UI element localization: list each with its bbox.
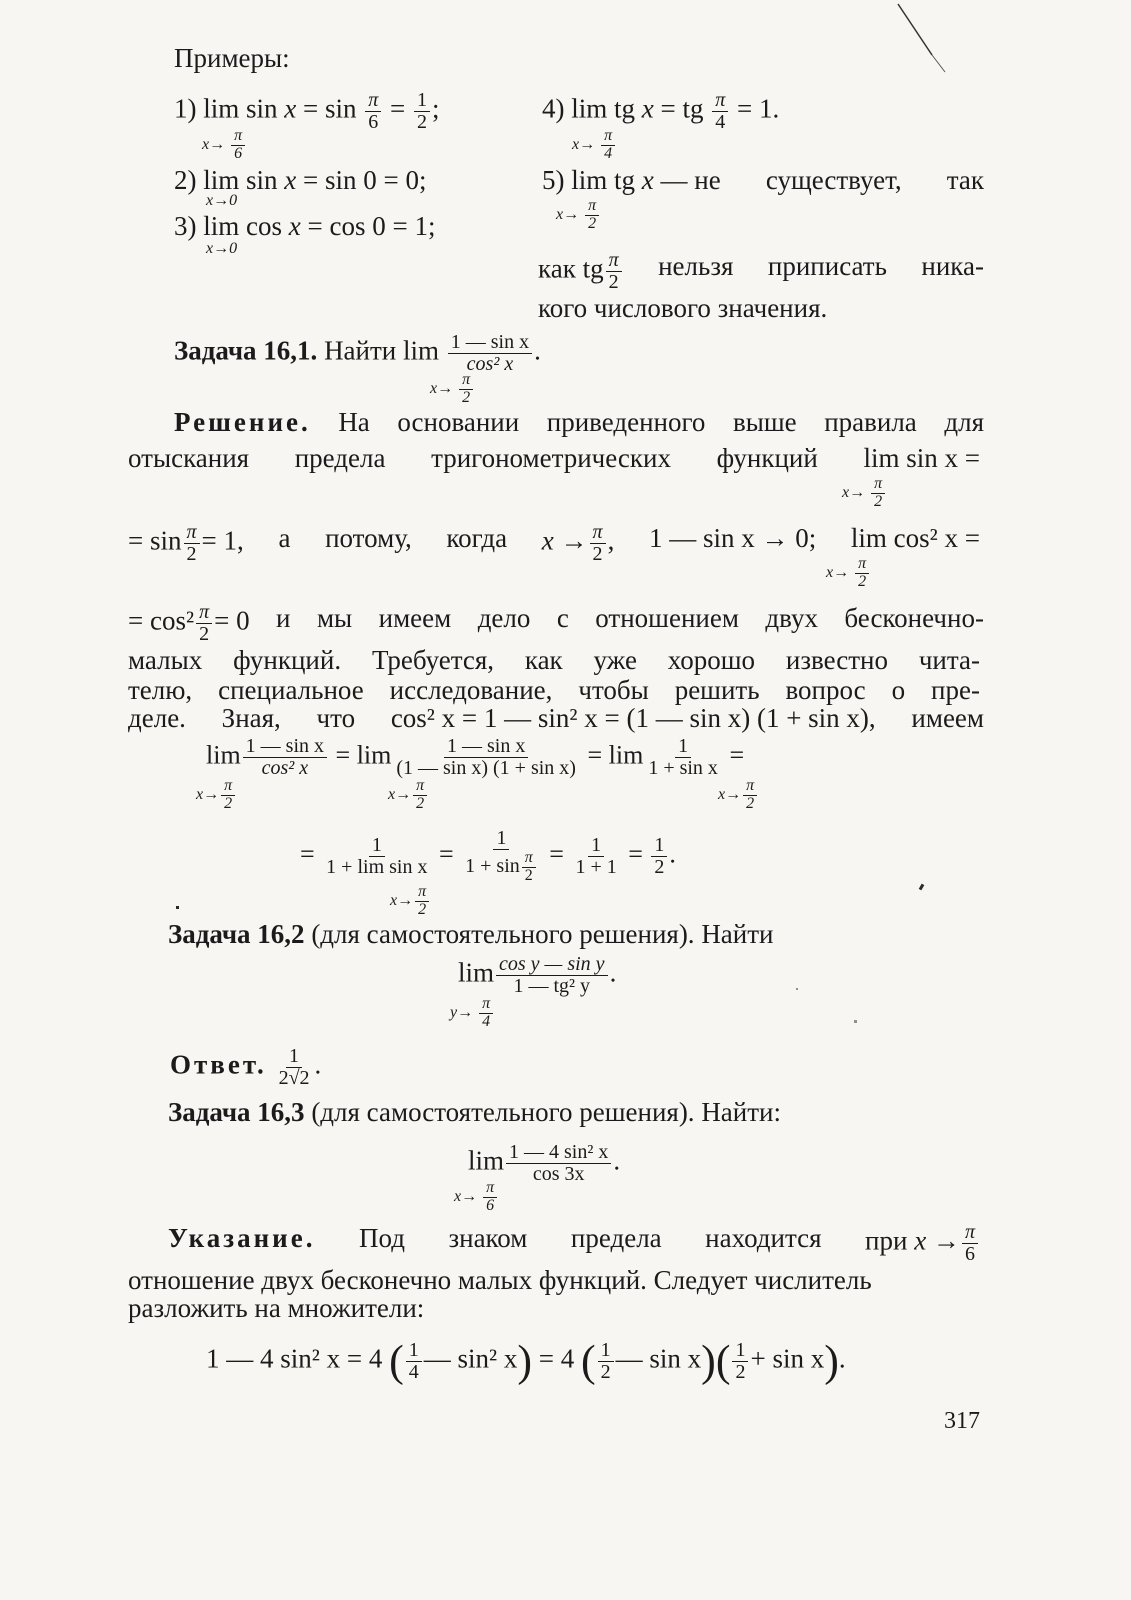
example-4-subscript: x→ $\frac{\pi}{4}$ <box>572 128 617 163</box>
solution-line-3-subscript: x→ $\frac{\pi}{2}$ <box>826 556 871 591</box>
print-speck <box>176 906 179 909</box>
example-3: 3) lim cos x = cos 0 = 1; <box>174 211 436 241</box>
answer-label: Ответ. <box>170 1049 267 1080</box>
print-speck <box>854 1020 857 1023</box>
corner-mark <box>890 0 960 80</box>
problem-2-formula: lim $\frac{\text{cos y — sin y}}{\text{1 — tg² y}}$ . <box>458 953 617 997</box>
hint-formula: 1 — 4 sin² x = 4 ( $\frac{1}{4}$ — sin² x) = 4 ( $\frac{1}{2}$ — sin x)( $\frac{1}{2}$ + sin x). <box>206 1336 846 1386</box>
solution-line-1: Решение. На основании приведенного выше правила для <box>174 407 984 437</box>
solution-line-4: = cos² $\frac{\pi}{2}$ = 0 и мы имеем дело с отношением двух бесконечно- <box>128 601 984 645</box>
solution-line-6: телю, специальное исследование, чтобы решить вопрос о пре- <box>128 675 980 705</box>
example-5-line-2: как tg $\frac{\pi}{2}$ нельзя приписать ника- <box>538 249 984 293</box>
solution-label: Решение. <box>174 407 311 437</box>
formula-1-subscript-1: x→ $\frac{\pi}{2}$ <box>196 778 237 813</box>
print-speck <box>919 884 925 891</box>
solution-line-2: отыскания предела тригонометрических функций lim sin x = <box>128 443 980 473</box>
solution-line-5: малых функций. Требуется, как уже хорошо известно чита- <box>128 645 980 675</box>
example-5: 5) lim tg x — не существует, так <box>542 165 984 195</box>
page-number: 317 <box>944 1408 980 1434</box>
problem-3-formula: lim $\frac{\text{1 — 4 sin² x}}{\cos 3x}$ . <box>468 1141 621 1185</box>
problem-3: Задача 16,3 (для самостоятельного решения). Найти: <box>168 1097 781 1127</box>
problem-3-subscript: x→ $\frac{\pi}{6}$ <box>454 1180 499 1215</box>
example-1-subscript: x→ $\frac{\pi}{6}$ <box>202 128 247 163</box>
problem-2-label: Задача 16,2 <box>168 919 305 949</box>
problem-1: Задача 16,1. Найти lim $\frac{\text{1 — sin x}}{\text{cos² x}}$ . <box>174 331 541 375</box>
problem-3-label: Задача 16,3 <box>168 1097 305 1127</box>
example-1: 1) lim sin x = sin $\frac{\pi}{6}$ = $\frac{1}{2}$ ; <box>174 89 440 133</box>
solution-formula-1: lim $\frac{\text{1 — sin x}}{\text{cos² x}}$ = lim $\frac{\text{1 — sin x}}{\text{(1 — sin x) (1 + sin x)}}$ = lim $\frac{1}{\text{1 + sin x}}$ = <box>206 735 745 779</box>
hint-label: Указание. <box>168 1223 316 1253</box>
example-4: 4) lim tg x = tg $\frac{\pi}{4}$ = 1. <box>542 89 780 133</box>
problem-2-subscript: y→ $\frac{\pi}{4}$ <box>450 996 495 1031</box>
print-speck <box>796 988 798 990</box>
solution-line-3: = sin $\frac{\pi}{2}$ = 1, а потому, когда x → $\frac{\pi}{2}$ , 1 — sin x → 0; lim cos² x = <box>128 521 980 565</box>
problem-1-label: Задача 16,1. <box>174 335 318 366</box>
example-5-line-3: кого числового значения. <box>538 293 828 323</box>
answer: Ответ. $\frac{1}{2√2}$ . <box>170 1045 322 1089</box>
problem-2: Задача 16,2 (для самостоятельного решения). Найти <box>168 919 774 949</box>
hint-line-3: разложить на множители: <box>128 1293 425 1323</box>
example-5-subscript: x→ $\frac{\pi}{2}$ <box>556 198 601 233</box>
formula-2-subscript: x→ $\frac{\pi}{2}$ <box>390 884 431 919</box>
example-2-subscript: x→0 <box>206 192 238 209</box>
example-3-subscript: x→0 <box>206 240 238 257</box>
problem-1-subscript: x→ $\frac{\pi}{2}$ <box>430 372 475 407</box>
examples-heading: Примеры: <box>174 43 290 73</box>
formula-1-subscript-2: x→ $\frac{\pi}{2}$ <box>388 778 429 813</box>
solution-line-2-subscript: x→ $\frac{\pi}{2}$ <box>842 476 887 511</box>
hint-line-1: Указание. Под знаком предела находится при x → $\frac{\pi}{6}$ <box>168 1222 980 1265</box>
solution-line-7: деле. Зная, что cos² x = 1 — sin² x = (1 — sin x) (1 + sin x), имеем <box>128 703 984 733</box>
solution-formula-2: = $\frac{1}{\text{1 + lim sin x}}$ = 1 1 + sin $\frac{\pi}{2}$ = $\frac{1}{1 + 1}$ = $\frac{1}{2}$ . <box>300 827 676 884</box>
formula-1-subscript-3: x→ $\frac{\pi}{2}$ <box>718 778 759 813</box>
hint-line-2: отношение двух бесконечно малых функций. Следует числитель <box>128 1265 872 1295</box>
example-2: 2) lim sin x = sin 0 = 0; <box>174 165 427 195</box>
